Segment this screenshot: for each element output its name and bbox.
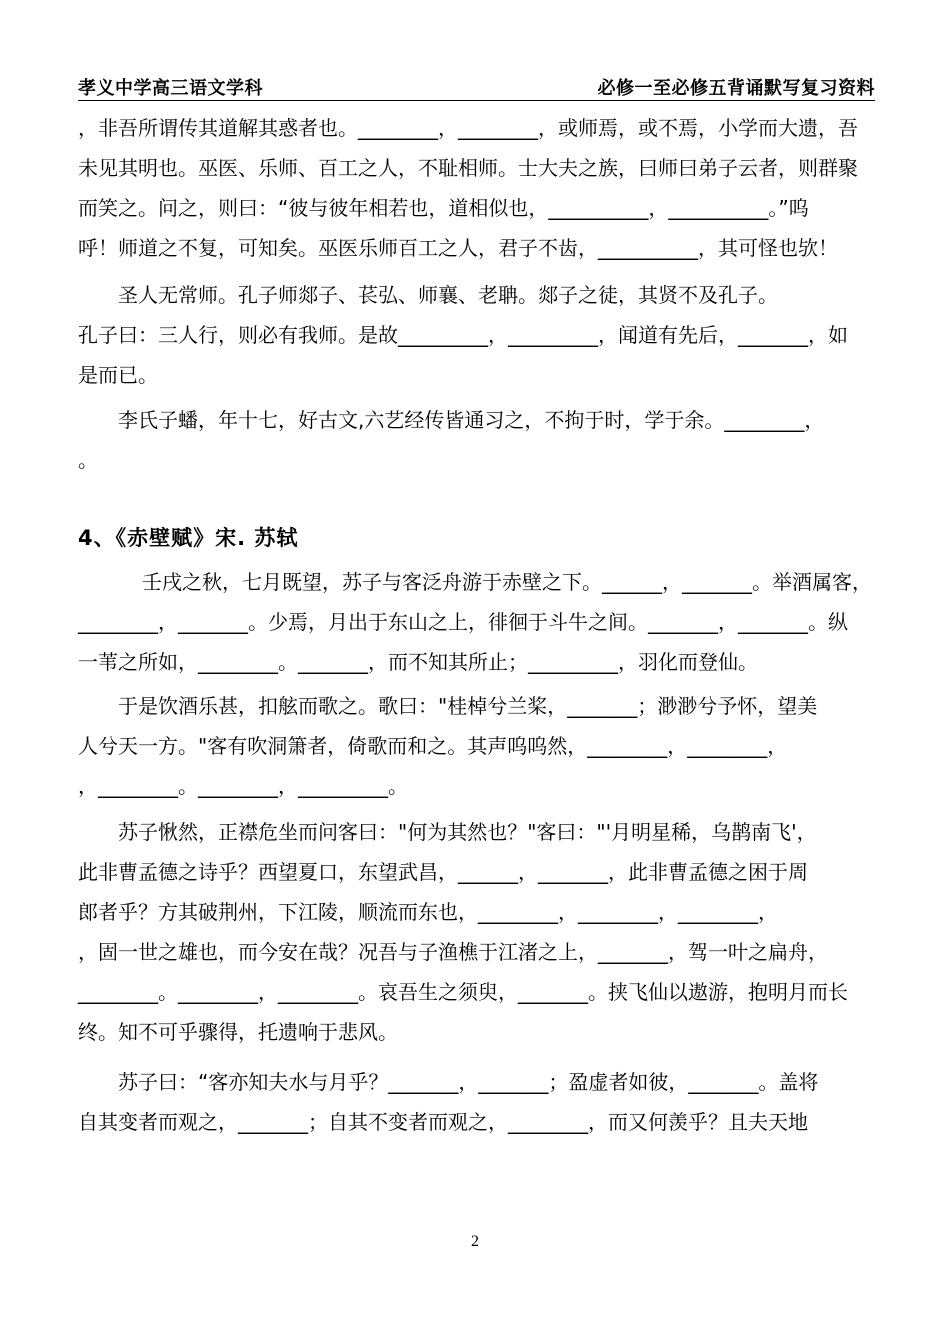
section-heading: 4、《赤壁赋》宋. 苏轼 <box>78 526 299 550</box>
text-line: 苏子曰：“客亦知夫水与月乎？_______，_______；盈虚者如彼，_______。盖将 <box>118 1070 819 1094</box>
text-line: 人兮天一方。"客有吹洞箫者，倚歌而和之。其声呜呜然，________，________， <box>78 734 788 758</box>
text-line: 孔子曰：三人行，则必有我师。是故_________，_________，闻道有先后，_______，如 <box>78 323 848 347</box>
text-line: ，________。________，_________。 <box>78 774 408 798</box>
text-line: 一苇之所如，________。_______，而不知其所止；_________，羽化而登仙。 <box>78 650 758 674</box>
page-header <box>78 72 875 101</box>
paragraph-chibi-guest <box>78 812 878 1052</box>
page-number: 2 <box>471 1233 479 1250</box>
text-line: 自其变者而观之，_______；自其不变者而观之，________，而又何羡乎？且夫天地 <box>78 1110 808 1134</box>
paragraph-shishuo-continued <box>78 108 878 268</box>
text-line: 此非曹孟德之诗乎？西望夏口，东望武昌，______，_______，此非曹孟德之困于周 <box>78 860 808 884</box>
text-line: 是而已。 <box>78 363 158 387</box>
text-line: 未见其明也。巫医、乐师、百工之人，不耻相师。士大夫之族，曰师曰弟子云者，则群聚 <box>78 156 858 180</box>
paragraph-chibi-song <box>78 686 878 806</box>
paragraph-chibi-water-moon <box>78 1062 878 1142</box>
paragraph-sage-teachers <box>78 275 878 395</box>
text-line: 终。知不可乎骤得，托遗响于悲风。 <box>78 1020 398 1044</box>
text-line: 李氏子蟠，年十七，好古文,六艺经传皆通习之，不拘于时，学于余。________， <box>118 408 825 432</box>
text-line: ________，_______。少焉，月出于东山之上，徘徊于斗牛之间。_______，_______。纵 <box>78 610 848 634</box>
text-line: 于是饮酒乐甚，扣舷而歌之。歌曰："桂棹兮兰桨，_______；渺渺兮予怀，望美 <box>118 694 818 718</box>
text-line: 苏子愀然，正襟危坐而问客曰："何为其然也？"客曰："'月明星稀，乌鹊南飞'， <box>118 820 817 844</box>
header-left-title: 孝义中学高三语文学科 <box>78 78 263 99</box>
text-line: 壬戌之秋，七月既望，苏子与客泛舟游于赤壁之下。______，_______。举酒属客， <box>142 570 872 594</box>
paragraph-li-pan <box>78 400 878 480</box>
text-line: 呼！师道之不复，可知矣。巫医乐师百工之人，君子不齿，__________，其可怪也欤！ <box>78 236 838 260</box>
text-line: ________。________，________。哀吾生之须臾，_______。挟飞仙以遨游，抱明月而长 <box>78 980 848 1004</box>
text-line: ，固一世之雄也，而今安在哉？况吾与子渔樵于江渚之上，_______，驾一叶之扁舟， <box>78 940 828 964</box>
header-right-title: 必修一至必修五背诵默写复习资料 <box>597 78 875 99</box>
text-line: 。 <box>78 448 98 472</box>
paragraph-chibi-opening <box>78 562 878 682</box>
text-line: 郎者乎？方其破荆州，下江陵，顺流而东也，________，________，________， <box>78 900 778 924</box>
text-line: ，非吾所谓传其道解其惑者也。________，________，或师焉，或不焉，小学而大遗，吾 <box>78 116 858 140</box>
text-line: 而笑之。问之，则曰：“彼与彼年相若也，道相似也，__________，__________。”呜 <box>78 196 809 220</box>
text-line: 圣人无常师。孔子师郯子、苌弘、师襄、老聃。郯子之徒，其贤不及孔子。 <box>118 283 778 307</box>
